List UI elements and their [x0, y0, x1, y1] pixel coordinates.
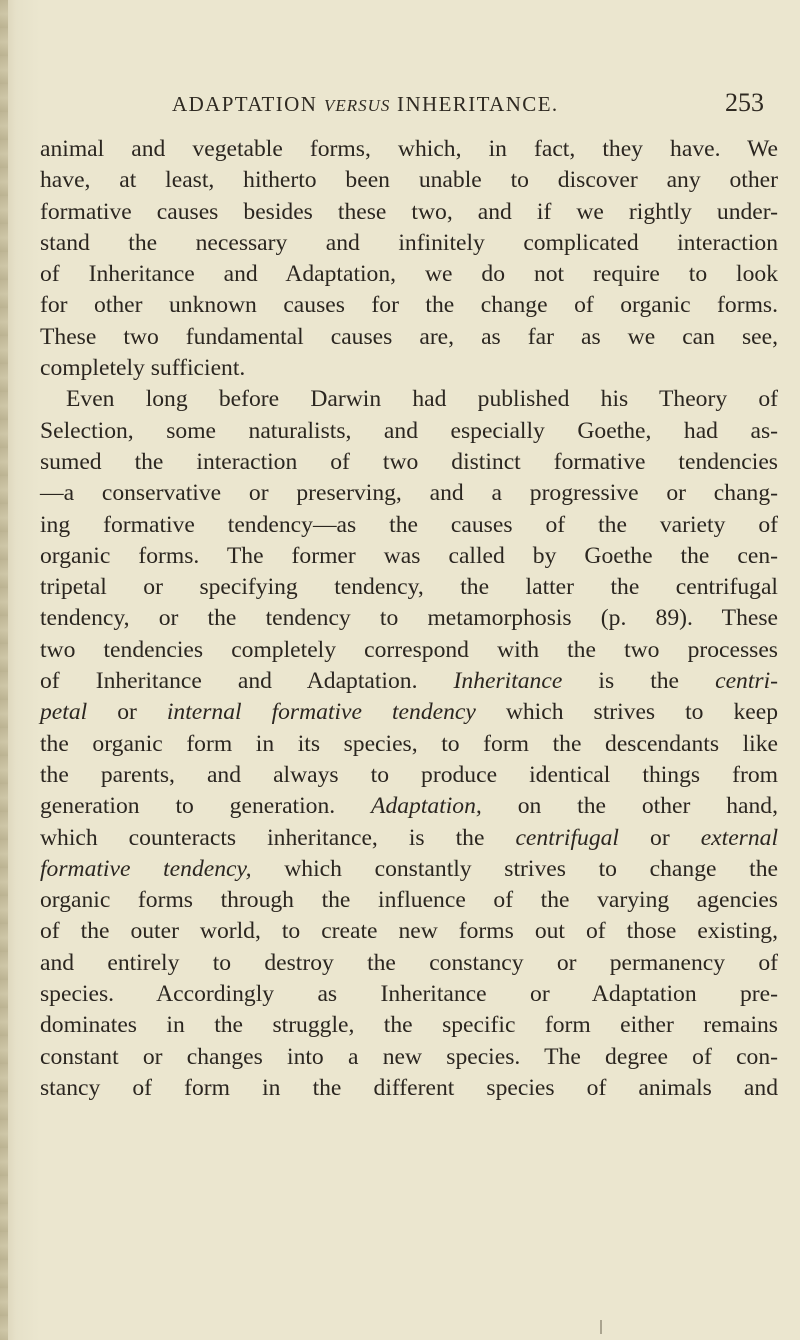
text-line: —a conservative or preserving, and a progressive or chang- [40, 480, 778, 507]
text-run: which constantly strives to change the [251, 855, 778, 882]
italic-term: petal [40, 699, 88, 726]
text-line: of Inheritance and Adaptation, we do not require to look [40, 261, 778, 288]
page-binding-edge [0, 0, 8, 1340]
text-line: organic forms. The former was called by Goethe the cen- [40, 542, 778, 569]
text-line [40, 791, 778, 822]
text-line [40, 697, 778, 728]
italic-term: centrifugal [515, 824, 619, 851]
italic-term: formative tendency, [40, 855, 252, 882]
text-line: have, at least, hitherto been unable to discover any other [40, 167, 778, 194]
text-line: for other unknown causes for the change of organic forms. [40, 292, 778, 319]
running-title-part1: ADAPTATION [172, 92, 324, 116]
text-line: the parents, and always to produce identical things from [40, 761, 778, 788]
text-line: and entirely to destroy the constancy or permanency of [40, 949, 778, 976]
text-run: or [619, 824, 701, 851]
ink-mark [600, 1320, 602, 1334]
running-title [172, 92, 559, 117]
page-number: 253 [725, 88, 764, 117]
text-line: completely sufficient. [40, 355, 246, 382]
text-run: of Inheritance and Adaptation. [40, 668, 454, 695]
text-run: or [87, 699, 167, 726]
text-line: dominates in the struggle, the specific form either remains [40, 1012, 778, 1039]
text-run: which strives to keep [475, 699, 779, 726]
text-line [40, 823, 778, 854]
text-line: Selection, some naturalists, and especially Goethe, had as- [40, 417, 778, 444]
running-header [172, 88, 764, 120]
text-line: tripetal or specifying tendency, the latter the centrifugal [40, 574, 778, 601]
text-line: organic forms through the influence of the varying agencies [40, 887, 778, 914]
text-line: constant or changes into a new species. The degree of con- [40, 1043, 778, 1070]
body-text [40, 134, 778, 1104]
running-title-part2: INHERITANCE. [390, 92, 559, 116]
text-line: the organic form in its species, to form the descendants like [40, 730, 778, 757]
text-line: of the outer world, to create new forms out of those existing, [40, 918, 778, 945]
text-run: on the other hand, [481, 793, 778, 820]
text-line [40, 854, 778, 885]
text-line [40, 666, 778, 697]
italic-term: Inheritance [453, 668, 563, 695]
text-line: stand the necessary and infinitely complicated interaction [40, 229, 778, 256]
italic-term: centri- [715, 668, 778, 695]
text-line: species. Accordingly as Inheritance or Adaptation pre- [40, 981, 778, 1008]
italic-term: Adaptation, [371, 793, 482, 820]
text-line: stancy of form in the different species of animals and [40, 1074, 778, 1101]
text-line: formative causes besides these two, and if we rightly under- [40, 198, 778, 225]
text-line: two tendencies completely correspond with the two processes [40, 636, 778, 663]
italic-term: external [700, 824, 779, 851]
running-title-versus: VERSUS [323, 96, 391, 115]
text-run: generation to generation. [40, 793, 372, 820]
text-line: Even long before Darwin had published his Theory of [66, 386, 778, 413]
italic-term: internal formative tendency [166, 699, 476, 726]
text-line: These two fundamental causes are, as far as we can see, [40, 323, 778, 350]
text-line: sumed the interaction of two distinct formative tendencies [40, 448, 778, 475]
text-line: ing formative tendency—as the causes of the variety of [40, 511, 778, 538]
text-run: is the [562, 668, 716, 695]
text-line: animal and vegetable forms, which, in fact, they have. We [40, 136, 778, 162]
text-run: which counteracts inheritance, is the [40, 824, 516, 851]
text-line: tendency, or the tendency to metamorphosis (p. 89). These [40, 605, 778, 632]
